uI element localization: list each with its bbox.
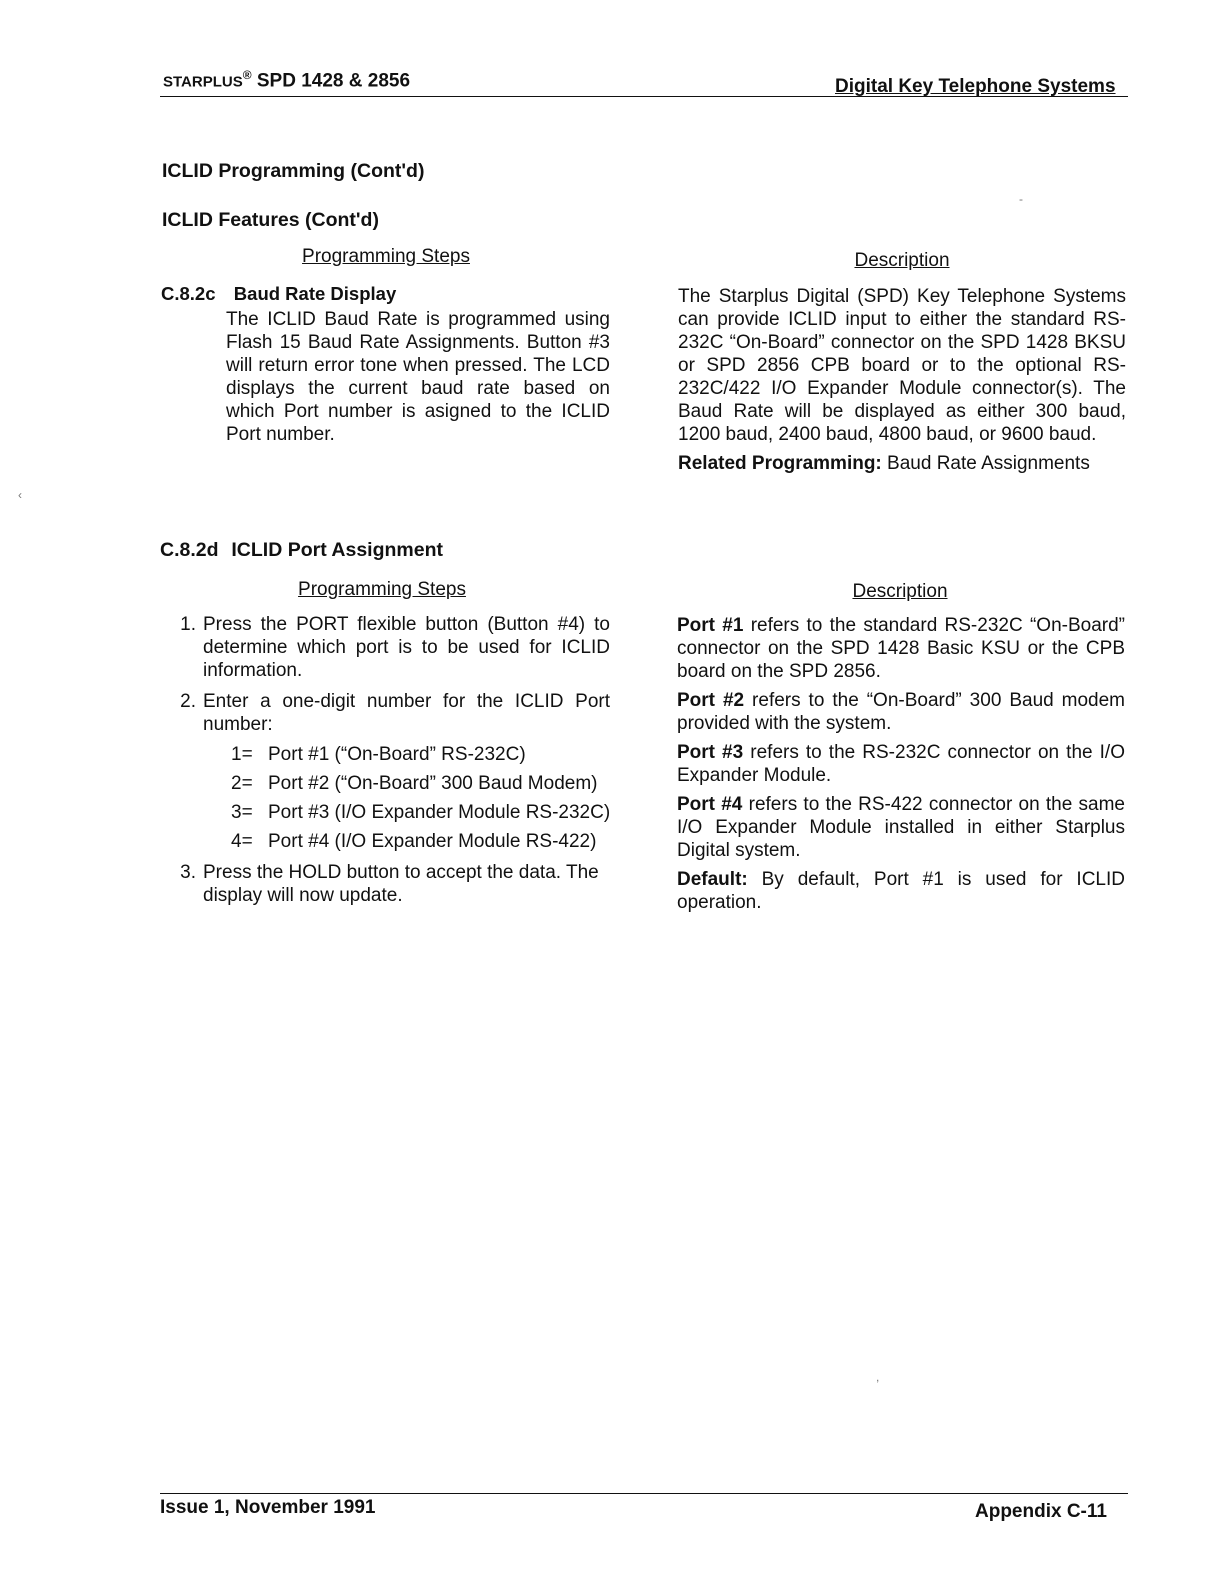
column-label-steps: Programming Steps xyxy=(302,246,470,267)
port-description xyxy=(677,793,1125,862)
port-label: Port #3 xyxy=(677,742,744,763)
port-label: Port #2 xyxy=(677,690,745,711)
option-item xyxy=(231,801,610,824)
port-description-text: refers to the “On-Board” 300 Baud modem provided with the system. xyxy=(677,690,1125,734)
step-text: Press the PORT flexible button (Button #4) to determine which port is to be used for ICLID information. xyxy=(203,614,610,681)
column-label-steps-2: Programming Steps xyxy=(298,579,466,600)
baud-heading xyxy=(161,283,396,305)
port-description xyxy=(677,741,1125,787)
footer-right: Appendix C-11 xyxy=(975,1501,1107,1522)
subsection-title: ICLID Features (Cont'd) xyxy=(162,209,379,231)
header-rule xyxy=(160,96,1128,97)
option-item xyxy=(231,743,610,766)
option-value: Port #1 (“On-Board” RS-232C) xyxy=(268,744,526,765)
baud-title: Baud Rate Display xyxy=(233,283,397,304)
port-number: C.8.2d xyxy=(160,539,219,561)
default-note xyxy=(677,868,1125,914)
option-value: Port #2 (“On-Board” 300 Baud Modem) xyxy=(268,773,598,794)
running-header-right: Digital Key Telephone Systems xyxy=(835,76,1116,97)
default-label: Default: xyxy=(677,869,748,890)
column-label-description: Description xyxy=(854,250,950,271)
port-descriptions xyxy=(677,614,1125,920)
step-text: Press the HOLD button to accept the data. The display will now update. xyxy=(203,862,599,906)
running-header-left xyxy=(163,68,410,92)
option-item xyxy=(231,772,610,795)
port-description xyxy=(677,689,1125,735)
list-item xyxy=(164,690,610,853)
step-number: 2. xyxy=(180,691,196,712)
related-label: Related Programming: xyxy=(678,453,882,474)
baud-step-text: The ICLID Baud Rate is programmed using Flash 15 Baud Rate Assignments. Button #3 will return error tone when pressed. The LCD displays the current baud rate based on which Port number is asigned to the ICLID Port number. xyxy=(226,309,610,445)
port-description-text: refers to the standard RS-232C “On-Board” connector on the SPD 1428 Basic KSU or the CPB board on the SPD 2856. xyxy=(677,615,1125,682)
model-name: SPD 1428 & 2856 xyxy=(256,70,411,92)
option-key: 3= xyxy=(231,802,253,823)
option-key: 2= xyxy=(231,773,253,794)
port-description xyxy=(677,614,1125,683)
port-description-text: refers to the RS-232C connector on the I/O Expander Module. xyxy=(677,742,1125,786)
list-item xyxy=(164,613,610,682)
baud-description xyxy=(678,285,1126,481)
related-programming xyxy=(678,452,1126,475)
footer-left: Issue 1, November 1991 xyxy=(160,1497,376,1518)
option-key: 1= xyxy=(231,744,253,765)
option-key: 4= xyxy=(231,831,253,852)
port-heading xyxy=(160,539,443,562)
scan-speck: ‹ xyxy=(18,488,22,502)
related-text: Baud Rate Assignments xyxy=(887,453,1090,474)
step-number: 3. xyxy=(180,862,196,883)
step-text: Enter a one-digit number for the ICLID Port number: xyxy=(203,691,610,735)
step-number: 1. xyxy=(180,614,196,635)
port-steps xyxy=(164,613,610,915)
default-text: By default, Port #1 is used for ICLID operation. xyxy=(677,869,1125,913)
footer-rule xyxy=(160,1493,1128,1494)
baud-number: C.8.2c xyxy=(161,283,216,304)
port-label: Port #1 xyxy=(677,615,744,636)
scan-speck: - xyxy=(1019,192,1023,206)
option-item xyxy=(231,830,610,853)
brand-name: STARPLUS xyxy=(163,73,243,91)
steps-list xyxy=(164,613,610,907)
list-item xyxy=(164,861,610,907)
port-title: ICLID Port Assignment xyxy=(231,539,443,561)
port-description-text: refers to the RS-422 connector on the same I/O Expander Module installed in either Starplus Digital system. xyxy=(677,794,1125,861)
port-options xyxy=(231,743,610,853)
option-value: Port #3 (I/O Expander Module RS-232C) xyxy=(268,802,611,823)
scan-speck: , xyxy=(876,1370,880,1384)
option-value: Port #4 (I/O Expander Module RS-422) xyxy=(268,831,597,852)
port-label: Port #4 xyxy=(677,794,743,815)
section-title: ICLID Programming (Cont'd) xyxy=(162,160,425,182)
column-label-description-2: Description xyxy=(852,581,948,602)
registered-mark: ® xyxy=(242,68,252,82)
baud-description-text: The Starplus Digital (SPD) Key Telephone Systems can provide ICLID input to either the standard RS-232C “On-Board” connector on the SPD 1428 BKSU or SPD 2856 CPB board or to the optional RS-232C/422 I/O Expander Module connector(s). The Baud Rate will be displayed as either 300 baud, 1200 baud, 2400 baud, 4800 baud, or 9600 baud. xyxy=(678,286,1126,445)
